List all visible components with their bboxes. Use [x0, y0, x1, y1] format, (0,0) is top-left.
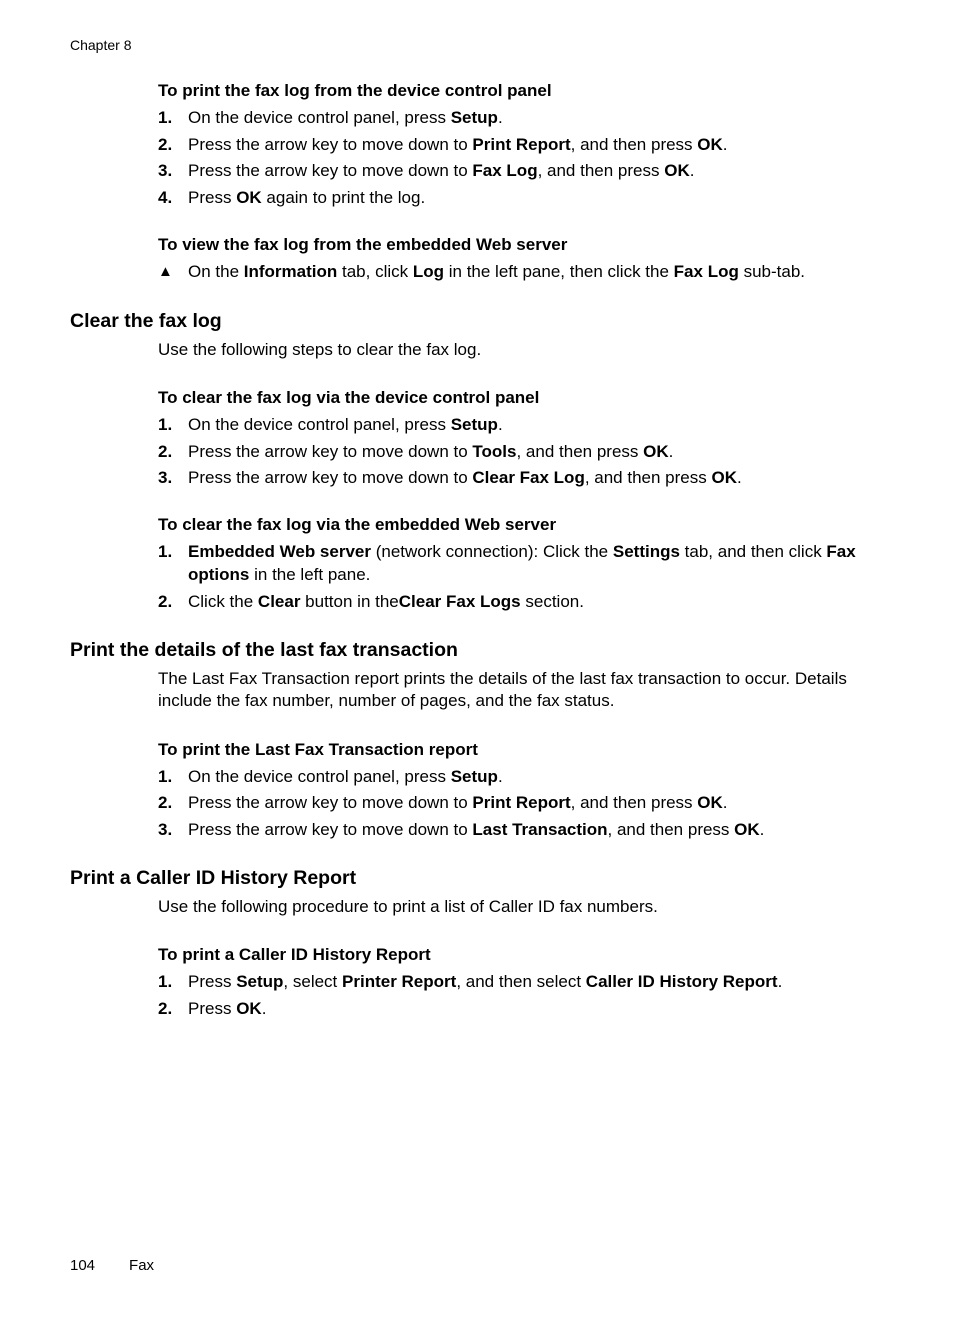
step-keyword: Clear Fax Log [472, 468, 585, 487]
procedure-title-view-log-ews: To view the fax log from the embedded Web server [158, 234, 568, 254]
step-keyword: Fax Log [472, 161, 538, 180]
step-text: tab, click [337, 261, 413, 281]
section-intro-last-transaction: The Last Fax Transaction report prints the details of the last fax transaction to occur. Details include the fax number, number of pages, and the fax status. [158, 668, 847, 710]
page-number: 104 [70, 1257, 96, 1274]
step-number: 1. [158, 766, 173, 786]
step-item [158, 818, 880, 841]
step-text: in the left pane. [249, 565, 371, 584]
step-text: button in the [300, 591, 399, 611]
step-item [158, 440, 880, 463]
step-text: On the device control panel, press [188, 415, 451, 434]
step-text: . [689, 161, 695, 180]
step-text: . [497, 766, 503, 786]
step-keyword: OK [664, 161, 690, 180]
section-heading-caller-id: Print a Caller ID History Report [70, 866, 357, 889]
step-keyword: Setup [450, 766, 498, 786]
step-item [158, 159, 880, 182]
steps-clear-log-ews [158, 540, 880, 613]
step-number: 3. [158, 819, 173, 839]
step-keyword: Fax options [188, 542, 856, 584]
step-keyword: Printer Report [342, 972, 457, 991]
procedure-title-clear-log-ews: To clear the fax log via the embedded Web server [158, 515, 557, 534]
step-text: . [777, 972, 783, 991]
step-keyword: Log [412, 261, 445, 281]
bullet-item [158, 260, 880, 283]
step-number: 2. [158, 793, 173, 812]
step-text: Press [188, 187, 237, 207]
step-text: , and then press [570, 793, 698, 812]
procedure-title-clear-log-panel: To clear the fax log via the device control panel [158, 388, 540, 407]
step-item [158, 186, 880, 209]
step-text: On the device control panel, press [188, 108, 451, 127]
step-text: sub-tab. [738, 261, 805, 281]
step-text: . [261, 998, 267, 1018]
step-text: On the device control panel, press [188, 766, 451, 786]
step-text: Press [188, 998, 237, 1018]
step-number: 2. [158, 134, 173, 154]
step-keyword: OK [734, 819, 760, 839]
chapter-label: Chapter 8 [70, 37, 132, 53]
step-item [158, 413, 880, 436]
step-text: . [759, 819, 765, 839]
step-keyword: OK [236, 187, 262, 207]
step-number: 3. [158, 161, 173, 180]
step-keyword: Setup [450, 415, 498, 434]
section-intro-caller-id: Use the following procedure to print a list of Caller ID fax numbers. [158, 896, 658, 916]
page-content [70, 80, 880, 1023]
step-keyword: Embedded Web server [188, 542, 371, 561]
step-text: . [722, 134, 728, 154]
step-text: . [497, 415, 503, 434]
step-text: Press the arrow key to move down to [188, 161, 473, 180]
section-heading-last-transaction: Print the details of the last fax transaction [70, 638, 458, 661]
step-text: . [497, 108, 503, 127]
step-item [158, 106, 880, 129]
step-number: 1. [158, 542, 173, 561]
triangle-bullet-icon: ▲ [158, 262, 173, 280]
step-item [158, 540, 880, 586]
steps-caller-id [158, 970, 880, 1020]
step-item [158, 970, 880, 993]
step-text: section. [520, 591, 584, 611]
step-text: . [668, 441, 674, 461]
step-keyword: Tools [472, 441, 517, 461]
step-number: 2. [158, 998, 173, 1018]
step-text: Press the arrow key to move down to [188, 819, 473, 839]
step-keyword: OK [697, 134, 723, 154]
step-text: Press [188, 972, 237, 991]
step-text: , and then press [607, 819, 735, 839]
step-text: Press the arrow key to move down to [188, 468, 473, 487]
step-keyword: Print Report [472, 793, 571, 812]
step-text: Press the arrow key to move down to [188, 134, 473, 154]
step-item [158, 765, 880, 788]
step-text: . [736, 468, 742, 487]
footer-section-label: Fax [129, 1257, 155, 1274]
step-keyword: Information [243, 261, 338, 281]
step-text: , and then press [516, 441, 644, 461]
step-keyword: OK [236, 998, 262, 1018]
step-keyword: OK [643, 441, 669, 461]
step-text: in the left pane, then click the [444, 261, 674, 281]
step-item [158, 466, 880, 489]
step-text: . [722, 793, 728, 812]
steps-view-log-ews [158, 260, 880, 283]
step-keyword: Fax Log [673, 261, 739, 281]
step-text: On the [188, 261, 244, 281]
step-keyword: Clear [257, 591, 301, 611]
step-text: , select [283, 972, 343, 991]
step-text: , and then select [456, 972, 586, 991]
step-text: (network connection): Click the [370, 542, 613, 561]
step-item [158, 791, 880, 814]
step-keyword: Clear Fax Logs [398, 591, 521, 611]
step-text: , and then press [584, 468, 712, 487]
step-item [158, 590, 880, 613]
step-keyword: OK [711, 468, 737, 487]
step-text: Click the [188, 591, 258, 611]
step-number: 1. [158, 972, 173, 991]
steps-clear-log-panel [158, 413, 880, 489]
step-item [158, 133, 880, 156]
step-number: 1. [158, 108, 173, 127]
step-text: Press the arrow key to move down to [188, 793, 473, 812]
step-keyword: Last Transaction [472, 819, 608, 839]
step-text: , and then press [570, 134, 698, 154]
section-intro-clear-log: Use the following steps to clear the fax log. [158, 339, 482, 359]
page-footer [70, 1257, 154, 1274]
step-number: 4. [158, 187, 173, 207]
procedure-title-last-transaction: To print the Last Fax Transaction report [158, 739, 478, 759]
step-keyword: Setup [236, 972, 284, 991]
step-keyword: Settings [612, 542, 680, 561]
section-heading-clear-log: Clear the fax log [70, 309, 222, 332]
steps-print-log-panel [158, 106, 880, 209]
step-text: tab, and then click [679, 542, 827, 561]
step-text: , and then press [537, 161, 665, 180]
step-keyword: Print Report [472, 134, 571, 154]
step-keyword: OK [697, 793, 723, 812]
procedure-title-caller-id: To print a Caller ID History Report [158, 945, 431, 964]
step-keyword: Caller ID History Report [585, 972, 778, 991]
step-item [158, 997, 880, 1020]
step-keyword: Setup [450, 108, 498, 127]
step-text: Press the arrow key to move down to [188, 441, 473, 461]
steps-last-transaction [158, 765, 880, 841]
step-number: 3. [158, 468, 173, 487]
step-text: again to print the log. [261, 187, 426, 207]
step-number: 2. [158, 591, 173, 611]
step-number: 2. [158, 441, 173, 461]
procedure-title-print-log-panel: To print the fax log from the device control panel [158, 81, 552, 100]
step-number: 1. [158, 415, 173, 434]
